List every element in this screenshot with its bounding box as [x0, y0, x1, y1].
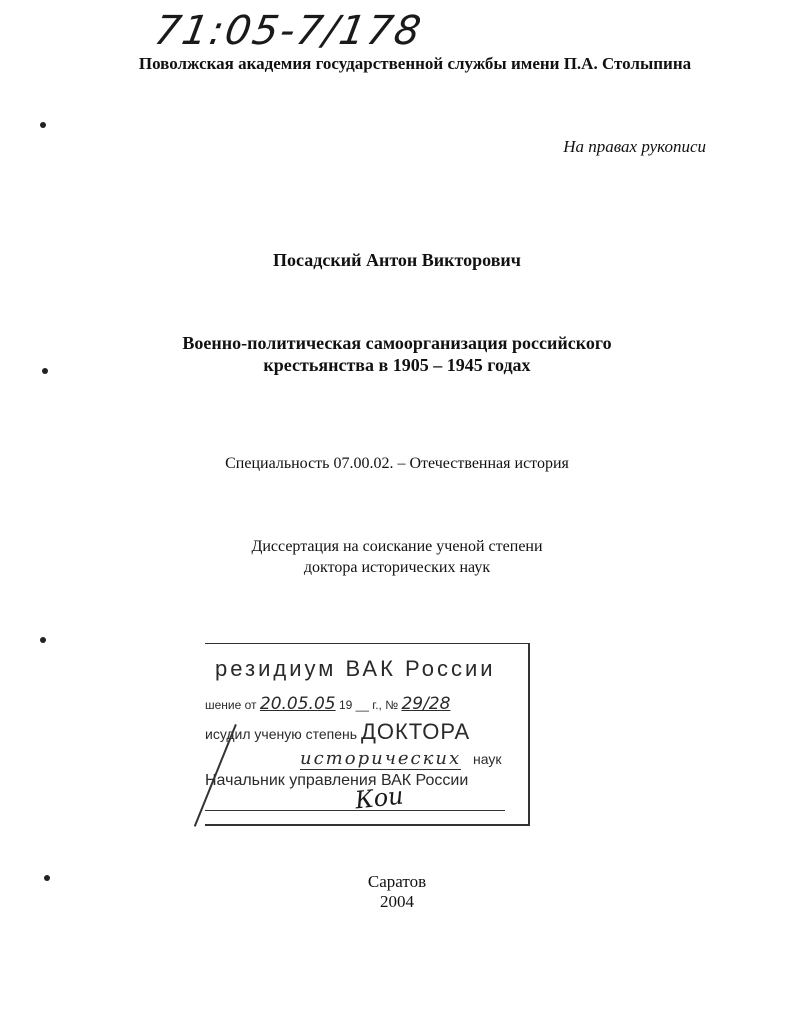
binder-hole-mark	[40, 122, 46, 128]
vak-stamp	[205, 643, 530, 826]
binder-hole-mark	[40, 637, 46, 643]
stamp-decision-line	[205, 694, 450, 714]
degree-line-1: Диссертация на соискание ученой степени	[251, 538, 543, 555]
stamp-decision-prefix: шение от	[205, 698, 257, 712]
city-year-block	[0, 872, 794, 912]
binder-hole-mark	[42, 368, 48, 374]
stamp-decision-number: 29/28	[401, 694, 451, 714]
stamp-science-line	[300, 748, 502, 769]
institution-name: Поволжская академия государственной службы имени П.А. Столыпина	[138, 54, 692, 73]
year: 2004	[380, 892, 414, 911]
stamp-science-suffix: наук	[473, 751, 502, 767]
stamp-presidium: резидиум ВАК России	[215, 656, 496, 681]
degree-line-2: доктора исторических наук	[303, 559, 491, 576]
archive-code-handwritten: 71:05-7/178	[150, 8, 427, 54]
specialty-line: Специальность 07.00.02. – Отечественная история	[225, 455, 569, 472]
stamp-head-title: Начальник управления ВАК России	[205, 772, 469, 789]
author-name: Посадский Антон Викторович	[273, 250, 521, 270]
stamp-decision-year: 19 __ г., №	[338, 698, 399, 712]
signature-line	[205, 810, 505, 811]
title-line-2: крестьянства в 1905 – 1945 годах	[263, 355, 531, 375]
dissertation-degree-text	[0, 536, 794, 578]
stamp-decision-date: 20.05.05	[259, 694, 336, 714]
binder-hole-mark	[44, 875, 50, 881]
stamp-degree-prefix: исудил ученую степень	[205, 726, 358, 742]
stamp-science-handwritten: исторических	[300, 748, 462, 769]
city: Саратов	[367, 872, 427, 891]
stamp-degree-line	[205, 719, 470, 745]
stamp-degree-value: ДОКТОРА	[360, 719, 471, 744]
title-line-1: Военно-политическая самоорганизация российского	[182, 333, 612, 353]
manuscript-rights-note: На правах рукописи	[563, 137, 706, 156]
dissertation-title	[0, 332, 794, 376]
signature: Кои	[353, 781, 405, 815]
